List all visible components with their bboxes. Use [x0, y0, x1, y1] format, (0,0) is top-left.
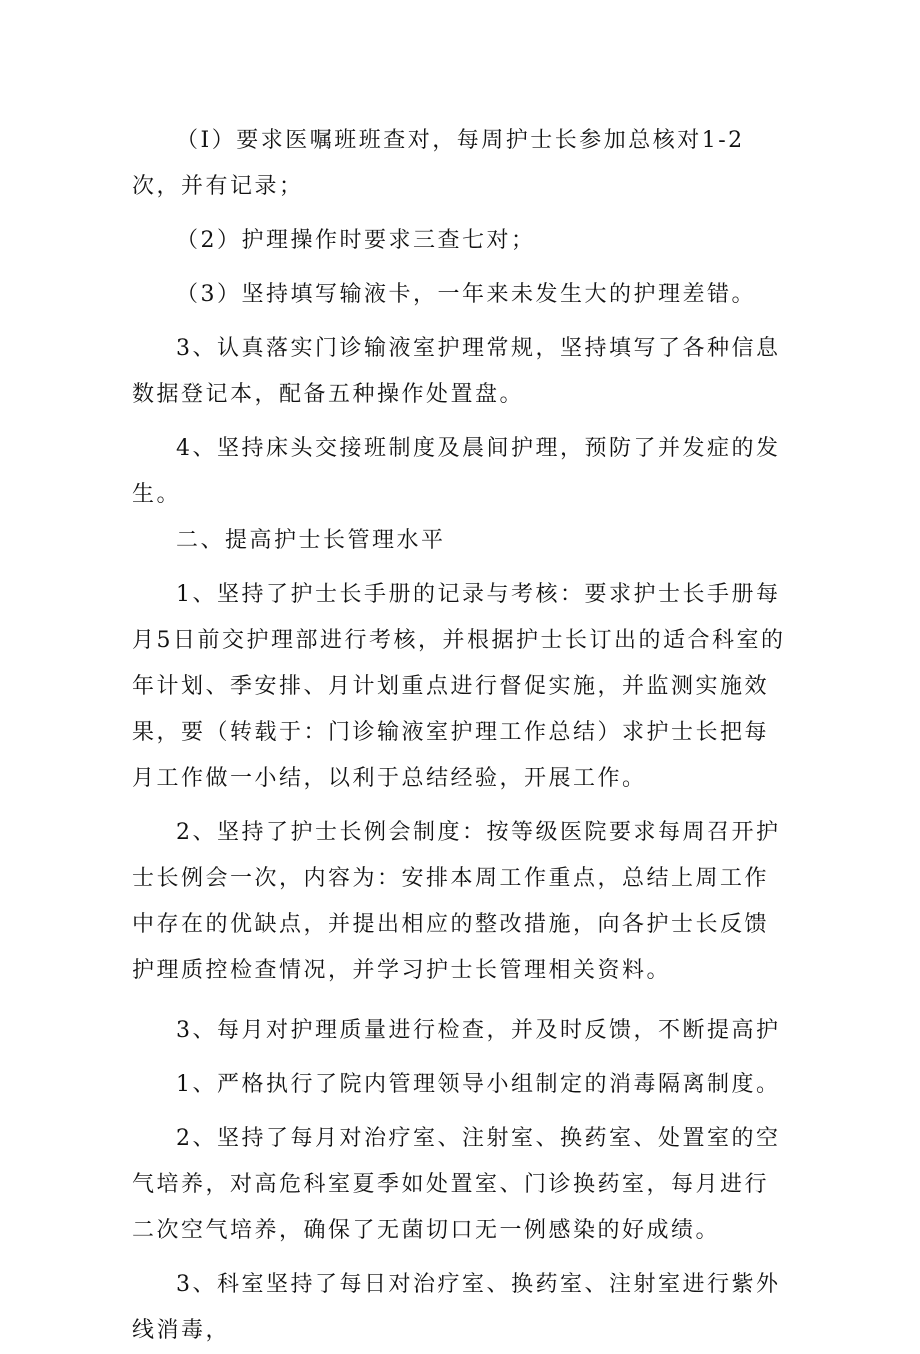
paragraph-8: 2、坚持了护士长例会制度：按等级医院要求每周召开护士长例会一次，内容为：安排本周工作重点，总结上周工作中存在的优缺点，并提出相应的整改措施，向各护士长反馈护理质控检查情况，并学习护士长管理相关资料。	[132, 820, 781, 983]
paragraph-11: 2、坚持了每月对治疗室、注射室、换药室、处置室的空气培养，对高危科室夏季如处置室、门诊换药室，每月进行二次空气培养，确保了无菌切口无一例感染的好成绩。	[132, 1126, 781, 1243]
paragraph-5: 4、坚持床头交接班制度及晨间护理，预防了并发症的发生。	[132, 436, 781, 507]
section-heading: 二、提高护士长管理水平	[176, 528, 446, 553]
paragraph-2: （2）护理操作时要求三查七对；	[176, 228, 536, 253]
paragraph-12: 3、科室坚持了每日对治疗室、换药室、注射室进行紫外线消毒，	[132, 1272, 781, 1343]
paragraph-3: （3）坚持填写输液卡，一年来未发生大的护理差错。	[176, 282, 756, 307]
paragraph-7: 1、坚持了护士长手册的记录与考核：要求护士长手册每月5日前交护理部进行考核，并根据护士长订出的适合科室的年计划、季安排、月计划重点进行督促实施，并监测实施效果，要（转载于：门诊输液室护理工作总结）求护士长把每月工作做一小结，以利于总结经验，开展工作。	[132, 582, 786, 791]
paragraph-9: 3、每月对护理质量进行检查，并及时反馈，不断提高护	[176, 1018, 781, 1043]
paragraph-1: （I）要求医嘱班班查对，每周护士长参加总核对1-2次，并有记录；	[132, 128, 745, 199]
paragraph-4: 3、认真落实门诊输液室护理常规，坚持填写了各种信息数据登记本，配备五种操作处置盘。	[132, 336, 781, 407]
paragraph-10: 1、严格执行了院内管理领导小组制定的消毒隔离制度。	[176, 1072, 781, 1097]
document-body	[132, 118, 787, 1354]
